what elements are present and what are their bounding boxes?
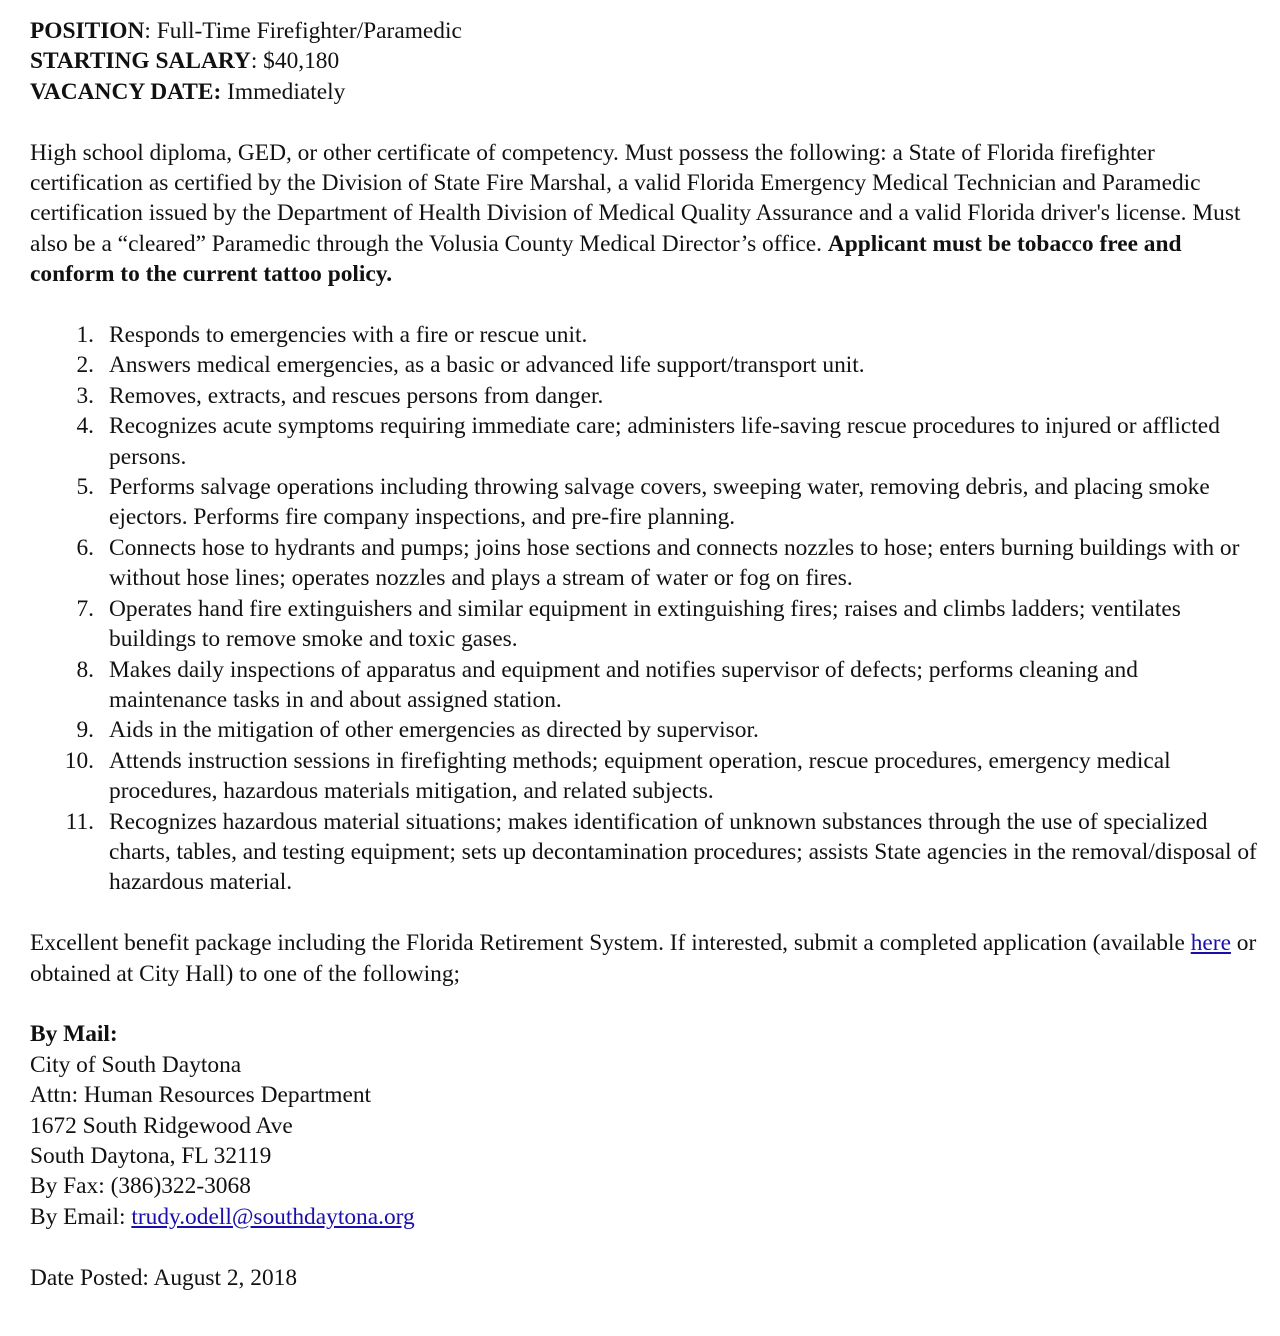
duty-number: 3. (76, 382, 94, 409)
duty-number: 1. (76, 322, 94, 349)
mail-heading (30, 1019, 1260, 1049)
duty-item (30, 746, 1260, 807)
duty-number: 10. (64, 747, 94, 774)
job-posting-document (30, 16, 1260, 1293)
address-line-1: City of South Daytona (30, 1051, 242, 1078)
duty-text: Answers medical emergencies, as a basic or advanced life support/transport unit. (109, 352, 865, 379)
duty-number: 5. (76, 474, 94, 501)
email-link[interactable]: trudy.odell@southdaytona.org (131, 1203, 415, 1230)
duty-item (30, 350, 1260, 380)
salary-label: STARTING SALARY (30, 48, 251, 75)
application-link[interactable]: here (1190, 930, 1231, 957)
duty-number: 7. (76, 595, 94, 622)
email-line (30, 1202, 1260, 1232)
duty-text: Removes, extracts, and rescues persons from danger. (109, 382, 604, 409)
duty-item (30, 715, 1260, 745)
spacer (30, 290, 1260, 320)
duty-text: Recognizes acute symptoms requiring immediate care; administers life-saving rescue procedures to injured or afflicted persons. (109, 413, 1220, 470)
duty-text: Recognizes hazardous material situations; makes identification of unknown substances through the use of specialized charts, tables, and testing equipment; sets up decontamination procedures; assists State agencies in the removal/disposal of hazardous material. (109, 808, 1257, 896)
duty-number: 4. (76, 413, 94, 440)
date-posted: Date Posted: August 2, 2018 (30, 1264, 298, 1291)
requirements-text: High school diploma, GED, or other certificate of competency. Must possess the following: a State of Florida firefighter certification as certified by the Division of State Fire Marshal, a valid Florida Emergency Medical Technician and Paramedic certification issued by the Department of Health Division of Medical Quality Assurance and a valid Florida driver's license. Must also be a “cleared” Paramedic through the Volusia County Medical Director’s office. (30, 139, 1241, 257)
email-label: By Email: (30, 1203, 132, 1230)
duty-item (30, 594, 1260, 655)
duty-text: Responds to emergencies with a fire or rescue unit. (109, 322, 588, 349)
position-value: : Full-Time Firefighter/Paramedic (144, 18, 462, 44)
duty-item (30, 655, 1260, 716)
benefits-text-after: or obtained at City Hall) to one of the following; (30, 930, 1257, 987)
duty-number: 8. (76, 656, 94, 683)
spacer (30, 107, 1260, 137)
requirements-paragraph (30, 138, 1260, 290)
duty-text: Connects hose to hydrants and pumps; joins hose sections and connects nozzles to hose; enters burning buildings with or without hose lines; operates nozzles and plays a stream of water or fog on fires. (109, 534, 1240, 592)
duty-item (30, 533, 1260, 594)
spacer (30, 898, 1260, 928)
fax-line: By Fax: (386)322-3068 (30, 1173, 251, 1200)
duty-item (30, 472, 1260, 533)
vacancy-value: Immediately (221, 78, 346, 105)
vacancy-line (30, 77, 1260, 107)
spacer (30, 1232, 1260, 1262)
position-line (30, 16, 1260, 46)
duty-item (30, 807, 1260, 898)
duty-item (30, 381, 1260, 411)
benefits-paragraph (30, 928, 1260, 989)
address-line-4: South Daytona, FL 32119 (30, 1142, 272, 1169)
duty-text: Makes daily inspections of apparatus and equipment and notifies supervisor of defects; performs cleaning and maintenance tasks in and about assigned station. (109, 656, 1138, 713)
duty-item (30, 320, 1260, 350)
duty-item (30, 411, 1260, 472)
salary-line (30, 46, 1260, 76)
spacer (30, 989, 1260, 1019)
address-line-3: 1672 South Ridgewood Ave (30, 1112, 293, 1139)
vacancy-label: VACANCY DATE: (30, 78, 222, 105)
address-line-2: Attn: Human Resources Department (30, 1082, 372, 1109)
mail-heading-text: By Mail: (30, 1021, 118, 1048)
duty-text: Attends instruction sessions in firefighting methods; equipment operation, rescue procedures, emergency medical procedures, hazardous materials mitigation, and related subjects. (109, 747, 1171, 805)
requirements-bold-note: Applicant must be tobacco free and conform to the current tattoo policy. (30, 230, 1182, 288)
position-label: POSITION (30, 18, 145, 44)
salary-value: : $40,180 (250, 48, 340, 75)
duty-text: Performs salvage operations including throwing salvage covers, sweeping water, removing debris, and placing smoke ejectors. Performs fire company inspections, and pre-fire planning. (109, 474, 1210, 531)
duty-number: 2. (76, 352, 94, 379)
duty-number: 9. (76, 717, 94, 744)
duties-list (30, 320, 1260, 898)
benefits-text-before: Excellent benefit package including the Florida Retirement System. If interested, submit a completed application (available (30, 930, 1191, 957)
duty-text: Operates hand fire extinguishers and similar equipment in extinguishing fires; raises and climbs ladders; ventilates buildings to remove smoke and toxic gases. (109, 595, 1181, 653)
duty-number: 11. (65, 808, 94, 835)
duty-text: Aids in the mitigation of other emergencies as directed by supervisor. (109, 717, 759, 744)
duty-number: 6. (76, 534, 94, 561)
